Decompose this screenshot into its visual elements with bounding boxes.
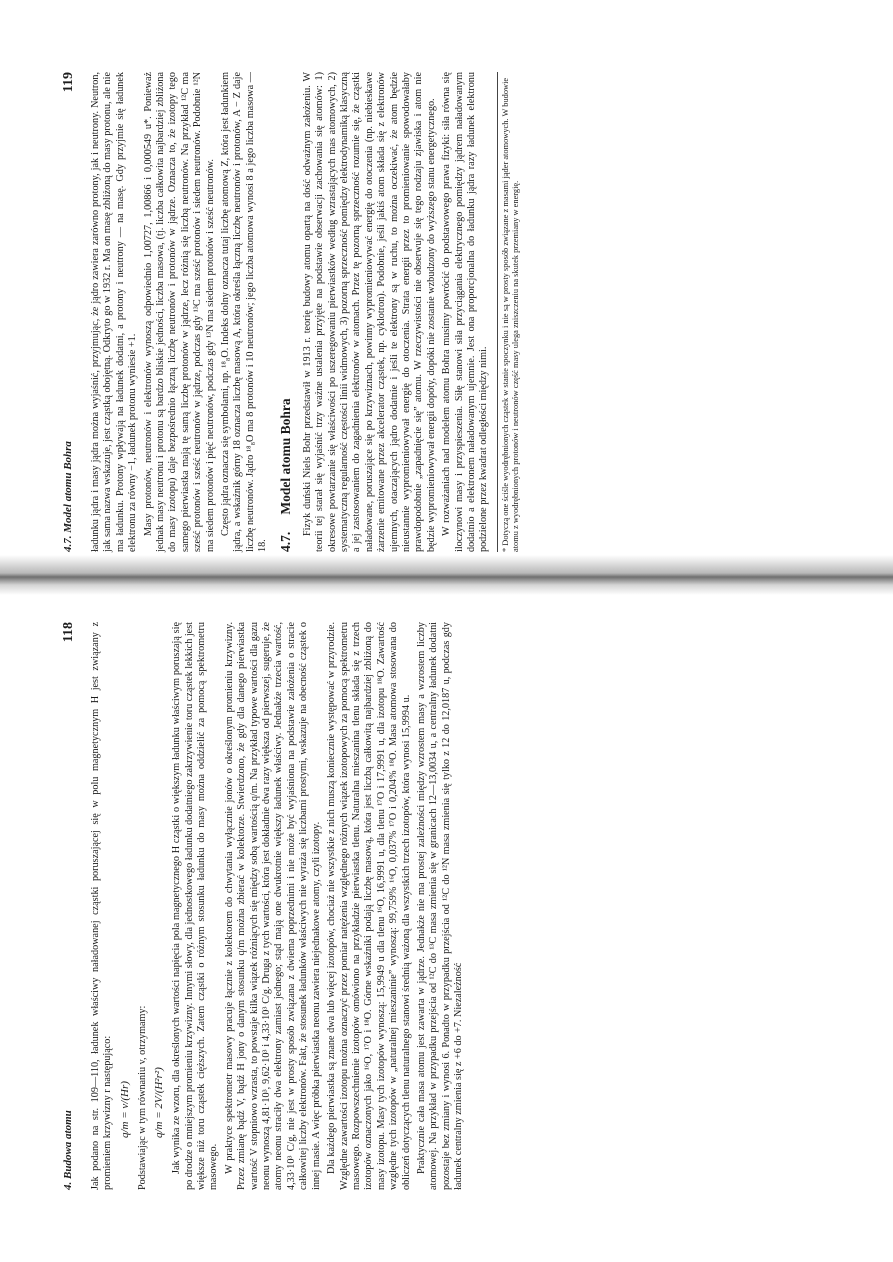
- formula-charge-mass-2: q/m = 2V/(H²r²): [153, 1067, 166, 1138]
- paragraph-nucleus-mass: Praktycznie cała masa atomu jest zawarta w jądrze. Jednakże nie ma prostej zależności między wzrostem masy a wzrostem liczby atomowej. Na przykład w przypadku przejścia od ¹²C do ¹³C masa zmienia się w granicach 12—13,0034 u, a centralny ładunek dodatni pozostaje bez zmiany i wynosi 6. Ponadto w przypadku przejścia od ¹²C do ¹²N masa zmienia się tylko z 12 do 12,0187 u, podczas gdy ładunek centralny zmienia się z +6 do +7. Niezależność: [415, 622, 465, 1190]
- running-head-118: [62, 622, 82, 1190]
- paragraph-mass-spectrometer: Jak wynika ze wzoru, dla określonych wartości napięcia pola magnetycznego H cząstki o większym ładunku właściwym poruszają się po drodze o mniejszym promieniu krzywizny. Innymi słowy, dla jednostkowego ładunku dodatniego zakrzywienie toru cząstek lekkich jest większe niż toru cząstek cięższych. Zatem cząstki o różnym stosunku ładunku do masy można oddzielić za pomocą spektrometru masowego.: [171, 622, 220, 1190]
- section-heading: [278, 72, 294, 552]
- running-head-119: [62, 72, 82, 552]
- paragraph-neon-isotopes: W praktyce spektrometr masowy pracuje łącznie z kolektorem do chwytania wyłącznie jonów o określonym promieniu krzywizny. Przez zmianę bądź V, bądź H jony o danym stosunku q/m można zbierać w kolektorze. Stwierdzono, że gdy dla danego pierwiastka wartość V stopniowo wzrasta, to powstaje kilka wiązek różniących się między sobą wartością q/m. Na przykład typowe wartości dla gazu neonu wynoszą 4,81·10³, 9,62·10³ i 4,33·10³ C/g. Druga z tych wartości, która jest dokładnie dwa razy większa od pierwszej, sugeruje, że atomy neonu straciły dwa elektrony zamiast jednego; stąd mają one dwukrotnie większy ładunek właściwy. Jednakże trzecia wartość, 4,33·10³ C/g, nie jest w prosty sposób związana z dwiema poprzednimi i nie może być wyjaśniona na podstawie założenia o stracie całkowitej liczby elektronów. Fakt, że stosunek ładunków właściwych nie wyraża się liczbami prostymi, wskazuje na obecność cząstek o innej masie. A więc próbka pierwiastka neonu zawiera niejednakowe atomy, czyli izotopy.: [223, 622, 322, 1190]
- section-number: 4.7.: [277, 531, 293, 552]
- section-title: Model atomu Bohra: [277, 398, 293, 515]
- footnote: * Dotyczą one ściśle wyodrębnionych cząstek w stanie spoczynku i nie są w prosty sposób związane z masami jąder atomowych. W budowie atomu z wyodrębnionych protonów i neutronów część masy ulega zniszczeniu na skutek przemiany w energię.: [497, 72, 521, 552]
- paragraph-neutrons: ładunku jądra i masy jądra można wyjaśnić, przyjmując, że jądro zawiera zarówno protony, jak i neutrony. Neutron, jak sama nazwa wskazuje, jest cząstką obojętną. Odkryto go w 1932 r. Ma on masę zbliżoną do masy protonu, ale nie ma ładunku. Protony wpływają na ładunek dodatni, a protony i neutrony — na masę. Gdy przyjmie się ładunek elektronu za równy −1, ładunek protonu wyniesie +1.: [90, 72, 139, 552]
- book-gutter-shadow: [0, 555, 893, 595]
- running-title-118: 4. Budowa atomu: [62, 1110, 74, 1190]
- paragraph-nuclide-symbols: Często jądra oznacza się symbolami, np. ¹⁸₈O. Indeks dolny oznacza tutaj liczbę atomową Z, która jest ładunkiem jądra, a wskaźnik górny 18 oznacza liczbę masową A, która określa łączną liczbę neutronów i protonów, A − Z daje liczbę neutronów. Jądro ¹⁸₈O ma 8 protonów i 10 neutronów; jego liczba atomowa wynosi 8 a jego liczba masowa — 18.: [220, 72, 269, 552]
- paragraph-oxygen-isotopes: Dla każdego pierwiastka są znane dwa lub więcej izotopów, chociaż nie wszystkie z nich muszą koniecznie występować w przyrodzie. Względne zawartości izotopu można oznaczyć przez pomiar natężenia względnego różnych wiązek izotopowych za pomocą spektrometru masowego. Rozpowszechnienie izotopów omówiono na przykładzie pierwiastka tlenu. Naturalna mieszanina tlenu składa się z trzech izotopów oznaczonych jako ¹⁶O, ¹⁷O i ¹⁸O. Górne wskaźniki podają liczbę masową, która jest liczbą całkowitą najbardziej zbliżoną do masy izotopu. Masy tych izotopów wynoszą: 15,9949 u dla tlenu ¹⁶O, 16,9991 u, dla tlenu ¹⁷O i 17,9991 u, dla izotopu ¹⁸O. Zawartość względne tych izotopów w „naturalnej mieszaninie” wynoszą: 99,759% ¹⁶O, 0,037% ¹⁷O i 0,204% ¹⁸O. Masa atomowa stosowana do obliczeń dotyczących tlenu naturalnego stanowi średnią ważoną dla wszystkich trzech izotopów, która wynosi 15,9994 u.: [326, 622, 412, 1190]
- text-column-118: [90, 622, 469, 1190]
- formula-charge-mass-1: q/m = v/(Hr): [118, 1081, 131, 1138]
- running-title-119: 4.7. Model atomu Bohra: [62, 441, 74, 552]
- text-column-119: [90, 72, 521, 552]
- substitution-text: Podstawiając w tym równaniu v, otrzymamy:: [136, 1005, 148, 1190]
- page-118: [61, 622, 465, 1190]
- page-number-118: 118: [61, 622, 76, 643]
- intro-paragraph: Jak podano na str. 109—110, ładunek właściwy naładowanej cząstki poruszającej się w polu magnetycznym H jest związany z promieniem krzywizny r następująco:: [90, 622, 114, 1190]
- page-number-119: 119: [61, 72, 76, 93]
- page-119: [61, 72, 520, 552]
- paragraph-bohr-forces: W rozważaniach nad modelem atomu Bohra musimy powrócić do podstawowego prawa fizyki: siła równa się iloczynowi masy i przyspieszenia. Siłę stanowi siła przyciągania elektrycznego pomiędzy jądrem naładowanym dodatnio a elektronem naładowanym ujemnie. Jest ona proporcjonalna do ładunku jądra razy ładunek elektronu podzielone przez kwadrat odległości między nimi.: [441, 72, 490, 552]
- paragraph-particle-masses: Masy protonów, neutronów i elektronów wynoszą odpowiednio 1,00727, 1,00866 i 0,000549 u*. Ponieważ jednak masy neutronu i protonu są bardzo bliskie jedności, liczba masowa, (tj. liczba całkowita najbardziej zbliżona do masy izotopu) daje bezpośrednio łączną liczbę neutronów i protonów w jądrze. Oznacza to, że izotopy tego samego pierwiastka mają tę samą liczbę protonów w jądrze, lecz różnią się liczbą neutronów. Na przykład ¹²C ma sześć protonów i sześć neutronów w jądrze, podczas gdy ¹³C ma sześć protonów i siedem neutronów. Podobnie ¹²N ma siedem protonów i pięć neutronów, podczas gdy ¹³N ma siedem protonów i sześć neutronów.: [142, 72, 216, 552]
- paragraph-bohr-theory: Fizyk duński Niels Bohr przedstawił w 1913 r. teorię budowy atomu opartą na dość odważnym założeniu. W teorii tej starał się wyjaśnić trzy ważne ustalenia przyjęte na podstawie obserwacji zachowania się atomów: 1) okresowe powtarzanie się właściwości po uszeregowaniu pierwiastków według wzrastających mas atomowych, 2) systematyczną regularność częstości linii widmowych, 3) pozorną sprzeczność pomiędzy elektrodynamiką klasyczną a jej zastosowaniem do zagadnienia elektronów w atomach. Przez tę pozorną sprzeczność rozumie się, że cząstki naładowane, poruszające się po krzywiznach, powinny wypromieniowywać energię do otoczenia (np. niebieskawe żarzenie emitowane przez akcelerator cząstek, np. cyklotron). Podobnie, jeśli jakiś atom składa się z elektronów ujemnych, otaczających jądro dodatnie i jeśli te elektrony są w ruchu, to można oczekiwać, że atom będzie nieustannie wypromieniowywał energię do otoczenia. Strata energii przez to promieniowanie spowodowałaby prawdopodobnie „zapadnięcie się” atomu. W rzeczywistości nie obserwuje się tego rodzaju zjawiska i atom nie będzie wypromieniowywał energii dopóty, dopóki nie zostanie wzbudzony do wyższego stanu energetycznego.: [301, 72, 437, 552]
